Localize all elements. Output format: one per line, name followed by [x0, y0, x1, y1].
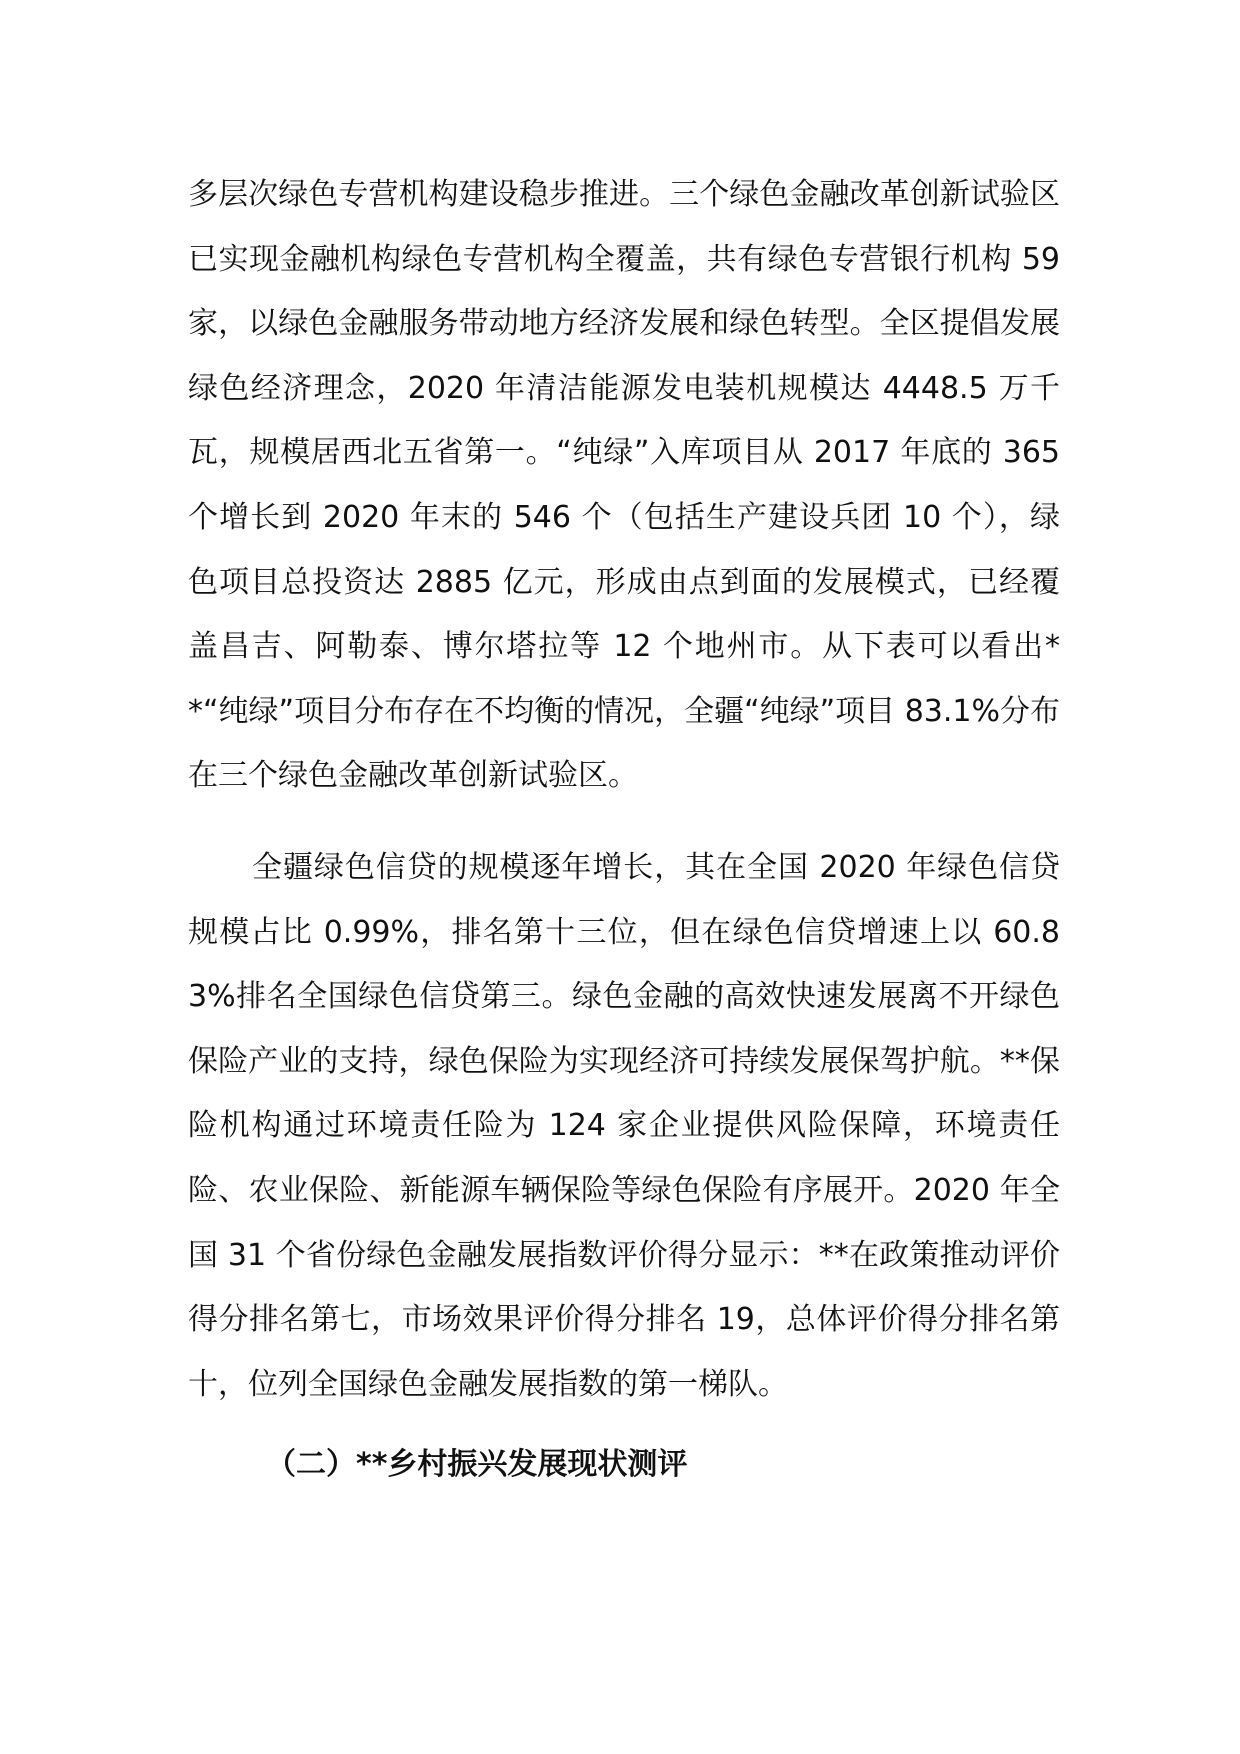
section-heading-rural-revitalization: （二）**乡村振兴发展现状测评 [266, 1447, 688, 1482]
body-paragraph-green-credit: 全疆绿色信贷的规模逐年增长，其在全国 2020 年绿色信贷规模占比 0.99%，排名第十三位，但在绿色信贷增速上以 60.83%排名全国绿色信贷第三。绿色金融的高效快速发展离不开绿色保险产业的支持，绿色保险为实现经济可持续发展保驾护航。**保险机构通过环境责任险为 124 家企业提供风险保障，环境责任险、农业保险、新能源车辆保险等绿色保险有序展开。2020 年全国 31 个省份绿色金融发展指数评价得分显示：**在政策推动评价得分排名第七，市场效果评价得分排名 19，总体评价得分排名第十，位列全国绿色金融发展指数的第一梯队。 [188, 850, 1060, 1402]
body-paragraph-green-institutions: 多层次绿色专营机构建设稳步推进。三个绿色金融改革创新试验区已实现金融机构绿色专营机构全覆盖，共有绿色专营银行机构 59 家，以绿色金融服务带动地方经济发展和绿色转型。全区提倡发展绿色经济理念，2020 年清洁能源发电装机规模达 4448.5 万千瓦，规模居西北五省第一。“纯绿”入库项目从 2017 年底的 365 个增长到 2020 年末的 546 个（包括生产建设兵团 10 个），绿色项目总投资达 2885 亿元，形成由点到面的发展模式，已经覆盖昌吉、阿勒泰、博尔塔拉等 12 个地州市。从下表可以看出**“纯绿”项目分布存在不均衡的情况，全疆“纯绿”项目 83.1%分布在三个绿色金融改革创新试验区。 [188, 177, 1061, 794]
